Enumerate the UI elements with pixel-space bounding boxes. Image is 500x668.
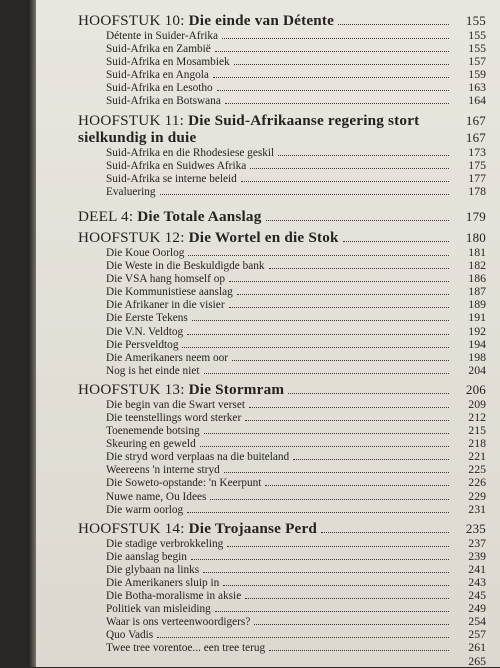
chapter-page-number: 155 (465, 13, 486, 28)
entry-title: Die Soweto-opstande: 'n Keerpunt (106, 477, 262, 490)
toc-entry (78, 490, 486, 503)
leader-dots (250, 168, 449, 169)
entry-title: Die V.N. Veldtog (106, 325, 184, 338)
entry-title: Die Eerste Tekens (106, 312, 188, 325)
toc-entry (78, 185, 486, 198)
chapter-page-number: 179 (465, 208, 486, 224)
leader-dots (293, 459, 449, 460)
entry-page-number: 182 (468, 258, 486, 273)
entry-title: Die VSA hang homself op (106, 273, 226, 286)
chapter-label: HOOFSTUK 14: (78, 519, 185, 537)
entry-title: Nog is het einde niet (106, 364, 200, 377)
entry-title: Evaluering (106, 185, 156, 198)
toc-entry (78, 94, 486, 107)
toc-entry (78, 615, 486, 628)
entry-page-number: 175 (468, 157, 486, 172)
entry-title: Die Weste in die Beskuldigde bank (106, 260, 265, 273)
leader-dots (249, 407, 449, 408)
chapter-name: Die Stormram (188, 380, 285, 398)
entry-page-number: 163 (468, 80, 486, 95)
toc-entry (78, 259, 486, 272)
leader-dots (237, 294, 449, 295)
leader-dots (229, 307, 449, 308)
toc-entry (78, 655, 486, 668)
leader-dots (215, 611, 449, 612)
entry-page-number: 159 (468, 67, 486, 82)
chapter-label: HOOFSTUK 11: (78, 111, 185, 129)
entry-title: Die aanslag begin (106, 550, 187, 563)
toc-entry (78, 463, 486, 476)
leader-dots (232, 360, 449, 361)
toc-entry (78, 537, 486, 550)
entry-page-number: 229 (468, 488, 486, 503)
leader-dots (160, 194, 449, 195)
entry-page-number: 221 (468, 449, 486, 464)
entry-page-number: 164 (468, 93, 486, 108)
leader-dots (203, 572, 449, 573)
leader-dots (343, 241, 449, 242)
entry-page-number: 155 (468, 28, 486, 42)
chapter-title (78, 381, 284, 398)
entry-page-number: 226 (468, 475, 486, 490)
toc-entry (78, 172, 486, 185)
leader-dots (338, 24, 449, 25)
entry-page-number: 243 (468, 575, 486, 589)
entry-page-number: 225 (468, 462, 486, 477)
leader-dots (245, 598, 449, 599)
leader-dots (254, 624, 449, 625)
toc-entry (78, 503, 486, 516)
entry-title: Détente in Suider-Afrika (106, 30, 219, 42)
table-of-contents (78, 12, 486, 668)
leader-dots (222, 38, 449, 39)
entry-page-number: 261 (468, 640, 486, 655)
entry-title: Nuwe name, Ou Idees (106, 490, 207, 503)
entry-page-number: 157 (468, 54, 486, 69)
leader-dots (234, 64, 449, 65)
toc-entry (78, 424, 486, 437)
chapter-heading-line (78, 129, 486, 146)
entry-title: Twee tree vorentoe... een tree terug (106, 642, 266, 655)
chapter-title (78, 12, 334, 29)
leader-dots (278, 155, 449, 156)
entry-page-number: 239 (468, 548, 486, 563)
chapter-name: Die Trojaanse Perd (188, 519, 318, 537)
leader-dots (265, 485, 449, 486)
chapter-label: HOOFSTUK 13: (78, 380, 185, 398)
entry-title: Skeuring en geweld (106, 438, 196, 451)
entry-page-number: 177 (468, 170, 486, 185)
leader-dots (182, 347, 449, 348)
chapter-page-number: 206 (465, 381, 486, 397)
entry-title: Toenemende botsing (106, 425, 200, 438)
toc-entry (78, 641, 486, 654)
toc-entry (78, 298, 486, 311)
leader-dots (157, 637, 449, 638)
leader-dots (269, 268, 449, 269)
entry-page-number: 241 (468, 561, 486, 576)
chapter-label: HOOFSTUK 10: (78, 12, 185, 29)
leader-dots (269, 650, 449, 651)
entry-title: Die stadige verbrokkeling (106, 537, 224, 550)
chapter-title (78, 229, 339, 246)
chapter-title (78, 208, 262, 225)
leader-dots (210, 499, 449, 500)
entry-page-number: 249 (468, 601, 486, 616)
leader-dots (200, 446, 449, 447)
toc-entry (78, 398, 486, 411)
leader-dots (204, 373, 450, 374)
chapter-page-number: 180 (465, 229, 486, 245)
toc-entry (78, 476, 486, 489)
leader-dots (288, 393, 449, 394)
chapter-heading-line (78, 112, 486, 129)
toc-section-h12 (78, 229, 486, 377)
entry-page-number: 187 (468, 284, 486, 299)
entry-page-number: 198 (468, 349, 486, 364)
entry-title: Die Afrikaner in die visier (106, 299, 225, 312)
toc-entry (78, 351, 486, 364)
chapter-title (78, 520, 317, 537)
entry-title: Die teenstellings word sterker (106, 411, 242, 424)
toc-entry (78, 338, 486, 351)
entry-page-number: 194 (468, 336, 486, 351)
leader-dots (187, 512, 449, 513)
toc-entry (78, 450, 486, 463)
toc-entry (78, 550, 486, 563)
entry-page-number: 189 (468, 297, 486, 312)
entry-page-number: 215 (468, 423, 486, 438)
chapter-name-continued: sielkundig in duie (78, 128, 197, 146)
entry-title: Die Kommunistiese aanslag (106, 286, 233, 299)
chapter-label: HOOFSTUK 12: (78, 228, 185, 246)
leader-dots (266, 220, 449, 221)
toc-section-h13 (78, 381, 486, 516)
entry-title: Suid-Afrika en Mosambiek (106, 56, 230, 69)
leader-dots (191, 559, 449, 560)
entry-title: Die Amerikaners sluip in (106, 577, 220, 589)
chapter-heading (78, 381, 486, 398)
toc-entry (78, 246, 486, 259)
entry-title: Suid-Afrika en Lesotho (106, 82, 213, 95)
entry-page-number: 212 (468, 409, 486, 424)
entry-page-number: 178 (468, 183, 486, 198)
toc-entry (78, 272, 486, 285)
leader-dots (217, 90, 449, 91)
entry-page-number: 209 (468, 396, 486, 411)
entry-title: Die warm oorlog (106, 503, 184, 516)
entry-title: Weereens 'n interne stryd (106, 464, 220, 477)
toc-entry (78, 159, 486, 172)
entry-title: Die begin van die Swart verset (106, 398, 245, 411)
entry-title: Die stryd word verplaas na die buiteland (106, 451, 290, 464)
toc-entry (78, 81, 486, 94)
chapter-label: DEEL 4: (78, 207, 134, 225)
leader-dots (215, 51, 449, 52)
chapter-name: Die Suid-Afrikaanse regering stort (188, 111, 420, 129)
entry-title: Suid-Afrika en die Rhodesiese geskil (106, 146, 275, 159)
chapter-heading (78, 520, 486, 537)
entry-title: Suid-Afrika en Angola (106, 69, 209, 82)
leader-dots (229, 281, 449, 282)
leader-dots (227, 546, 449, 547)
chapter-name: Die Totale Aanslag (137, 207, 262, 225)
entry-title: Waar is ons verteenwoordigers? (106, 616, 251, 629)
entry-page-number: 245 (468, 588, 486, 603)
leader-dots (225, 103, 449, 104)
chapter-page-number: 167 (465, 112, 486, 128)
entry-title: Politiek van misleiding (106, 603, 211, 616)
toc-entry (78, 437, 486, 450)
entry-page-number: 173 (468, 144, 486, 159)
entry-page-number: 186 (468, 271, 486, 286)
entry-page-number: 265 (468, 653, 486, 668)
toc-entry (78, 589, 486, 602)
leader-dots (321, 532, 449, 533)
chapter-page-number: 235 (465, 520, 486, 536)
entry-title: Die Amerikaners neem oor (106, 351, 229, 364)
entry-page-number: 155 (468, 41, 486, 56)
entry-title: Quo Vadis (106, 629, 154, 642)
entry-page-number: 192 (468, 323, 486, 338)
toc-entry (78, 68, 486, 81)
toc-entry (78, 29, 486, 42)
entry-page-number: 191 (468, 310, 486, 325)
entry-title: Die glybaan na links (106, 563, 200, 576)
entry-title: Suid-Afrika en Suidwes Afrika (106, 159, 247, 172)
toc-entry (78, 576, 486, 589)
entry-title: Suid-Afrika en Botswana (106, 95, 221, 108)
entry-title: Suid-Afrika en Zambië (106, 43, 211, 56)
chapter-name: Die Wortel en die Stok (188, 228, 339, 246)
chapter-page-number: 167 (465, 129, 486, 145)
leader-dots (223, 585, 449, 586)
chapter-title (78, 112, 419, 129)
toc-section-h10 (78, 12, 486, 108)
leader-dots (213, 77, 449, 78)
toc-entry (78, 602, 486, 615)
toc-entry (78, 325, 486, 338)
entry-page-number: 254 (468, 614, 486, 629)
chapter-heading (78, 229, 486, 246)
chapter-heading (78, 112, 486, 146)
chapter-heading (78, 12, 486, 29)
entry-page-number: 237 (468, 535, 486, 550)
leader-dots (204, 433, 449, 434)
toc-entry (78, 563, 486, 576)
entry-page-number: 181 (468, 244, 486, 259)
entry-title: Suid-Afrika se interne beleid (106, 172, 237, 185)
leader-dots (241, 181, 449, 182)
toc-entry (78, 146, 486, 159)
toc-entry (78, 285, 486, 298)
leader-dots (187, 334, 449, 335)
entry-title: Die Persveldtog (106, 338, 179, 351)
entry-page-number: 218 (468, 436, 486, 451)
toc-section-h14 (78, 520, 486, 668)
entry-page-number: 204 (468, 362, 486, 377)
toc-entry (78, 311, 486, 324)
leader-dots (188, 255, 449, 256)
toc-entry (78, 364, 486, 377)
entry-title: Die Botha-moralisme in aksie (106, 590, 242, 603)
toc-entry (78, 411, 486, 424)
toc-entry (78, 55, 486, 68)
leader-dots (224, 472, 449, 473)
entry-title: Die Koue Oorlog (106, 246, 185, 259)
entry-page-number: 257 (468, 627, 486, 642)
toc-entry (78, 628, 486, 641)
leader-dots (192, 320, 449, 321)
entry-page-number: 231 (468, 501, 486, 516)
chapter-heading (78, 208, 486, 225)
toc-section-d4 (78, 208, 486, 225)
toc-section-h11 (78, 112, 486, 198)
toc-entry (78, 42, 486, 55)
chapter-name: Die einde van Détente (188, 12, 335, 29)
leader-dots (245, 420, 449, 421)
